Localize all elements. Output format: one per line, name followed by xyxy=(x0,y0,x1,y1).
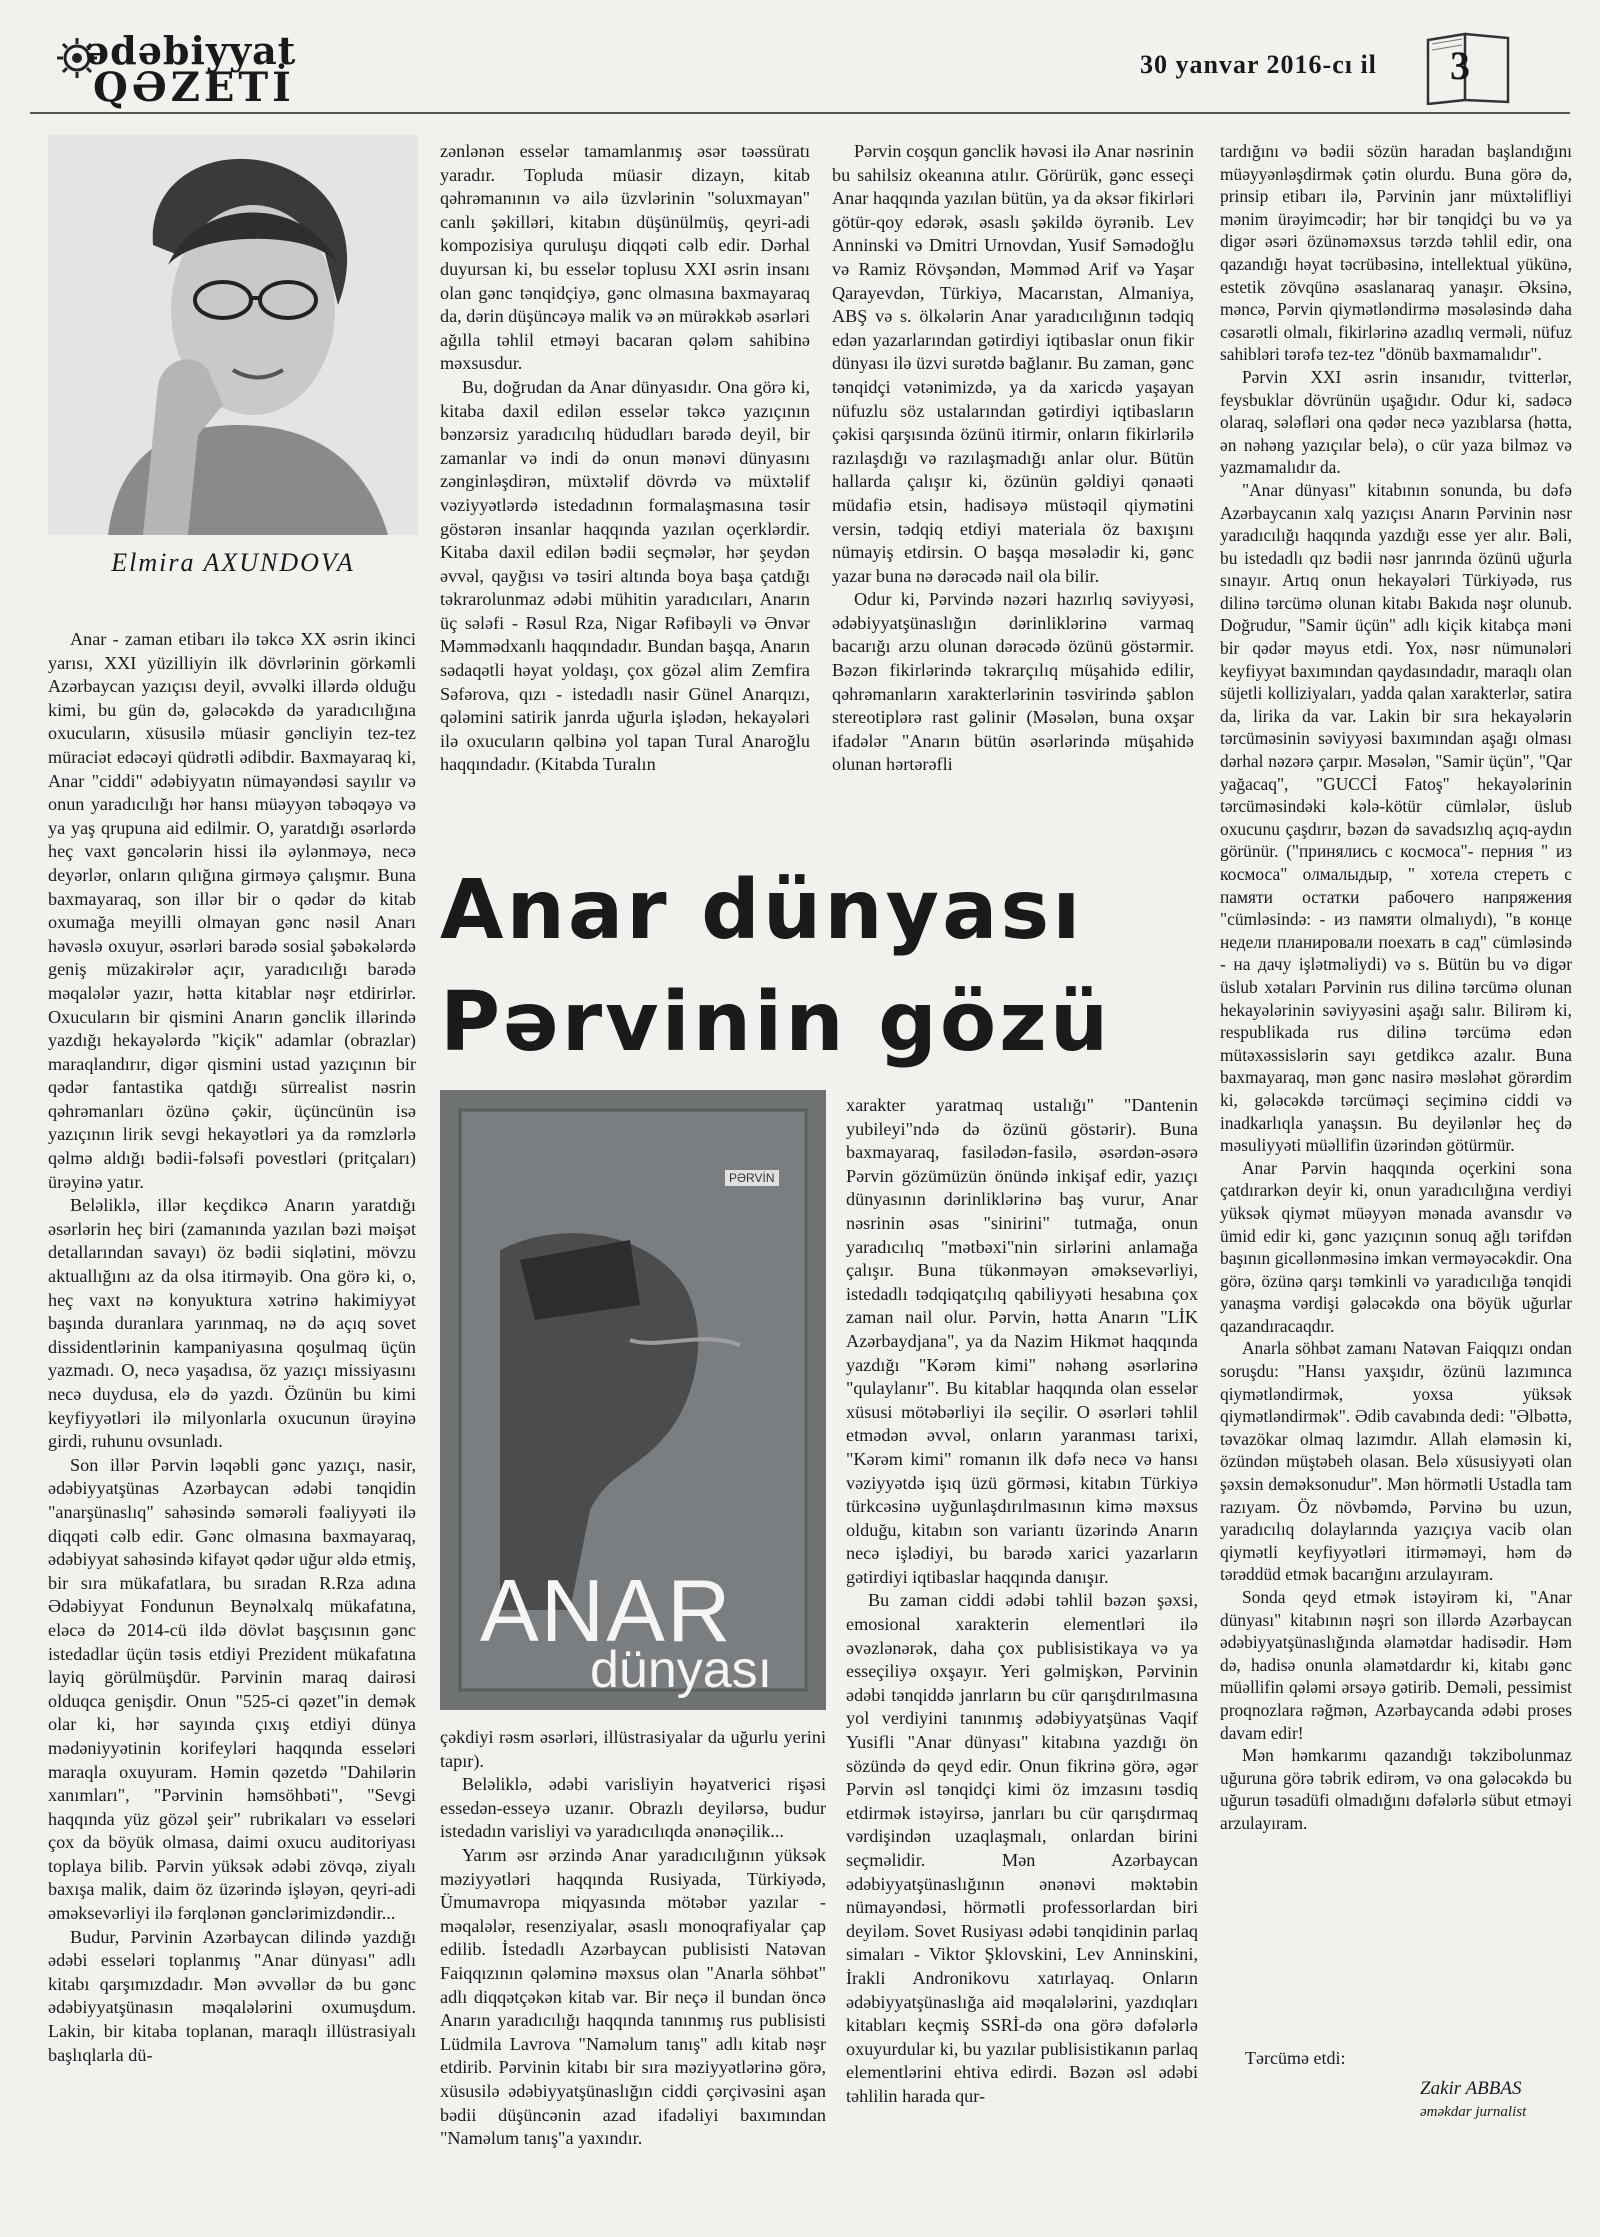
column-2-top xyxy=(440,140,810,777)
logo-top-text: ədəbiyyat xyxy=(85,28,297,73)
book-cover-image xyxy=(440,1090,826,1710)
paragraph: Mən həmkarımı qazandığı təkzibolunmaz uğuruna görə təbrik edirəm, və ona gələcəkdə bu uğurun təsadüfi olmadığını dəfələrlə sübut etməyi arzulayıram. xyxy=(1220,1745,1572,1833)
paragraph: çəkdiyi rəsm əsərləri, illüstrasiyalar da uğurlu yerini tapır). xyxy=(440,1727,826,1771)
paragraph: Pərvin XXI əsrin insanıdır, tvitterlər, feysbuklar dövrünün uşağıdır. Odur ki, sadəcə olaraq, sələfləri ona qədər necə yazıblarsa (hətta, ən nəhəng yazıçılar belə), o cür yaza bilməz və yazmamalıdır da. xyxy=(1220,366,1572,478)
paragraph: xarakter yaratmaq ustalığı" "Dantenin yubileyi"ndə də özünü göstərir). Buna baxmayaraq, fasilədən-fasilə, əsərdən-əsərə Pərvin gözümüzün önündə inkişaf edir, yazıçı dünyasının dərinliklərinə baş vurur, Anar nəsrinin əsas "sinirini" tutmağa, onun yaradıcılıq "mətbəxi"nin sirlərini anlamağa çalışır. Buna tükənməyən əməksevərliyi, istedadlı tədqiqatçılıq qabiliyyəti hesabına çox zaman nail olur. Pərvin, hətta Anarın "LİK Azərbaydjana", ya da Nazim Hikmət haqqında yazdığı "Kərəm kimi" nəhəng əsərlərinə "qulaylanır". Bu kitablar haqqında olan esselər xüsusi mötəbərliyi ilə seçilir. O əsərləri təhlil etmədən əvvəl, onların yaranması tarixi, "Kərəm kimi" romanın ilk dəfə necə və hansı vəziyyətdə işıq üzü görməsi, kitabın Türkiyə türkcəsinə uyğunlaşdırılmasının kimə məxsus olduğu, kitabın son variantı üzərində Anarın necə işlədiyi, bu barədə xarici yazarların gətirdiyi iqtibaslar haqqında danışır. xyxy=(846,1095,1198,1587)
masthead-divider xyxy=(30,112,1570,114)
paragraph: Son illər Pərvin ləqəbli gənc yazıçı, nasir, ədəbiyyatşünas Azərbaycan ədəbi tənqidin "anarşünaslıq" sahəsində səmərəli fəaliyyəti ilə diqqəti cəlb edir. Gənc olmasına baxmayaraq, ədəbiyyat sahəsində kifayət qədər uğur əldə etmiş, bir sıra mükafatlara, bu sıradan R.Rza adına Ədəbiyyat Fondunun Beynəlxalq mükafatına, eləcə də 2014-cü ildə dövlət başçısının gənc istedadlar üçün təsis etdiyi Prezident mükafatına layiq görülmüşdür. Pərvinin maraq dairəsi olduqca genişdir. Onun "525-ci qəzet"in demək olar ki, hər sayında çıxış etdiyi dünya mədəniyyətinin korifeyləri haqqında esseləri maraqla oxuyuram. Həmin qəzetdə "Dahilərin xanımları", "Pərvinin həmsöhbəti", "Sevgi haqqında yüz gözəl şeir" rubrikaları və esseləri çox da böyük olmasa, daimi oxucu auditoriyası toplaya bilib. Pərvin yüksək ədəbi zövqə, ziyalı baxışa malik, daim öz üzərində işləyən, qeyri-adi əməksevərliyi ilə fərqlənən gənclərimizdəndir... xyxy=(48,1454,416,1924)
logo-bottom-text: QƏZETİ xyxy=(93,64,295,111)
author-name: Elmira AXUNDOVA xyxy=(111,548,355,577)
paragraph: Anarla söhbət zamanı Natəvan Faiqqızı ondan soruşdu: "Hansı yaxşıdır, özünü lazımınca qiymətləndirmək, yoxsa yüksək qiymətləndirmək". Ədib cavabında dedi: "Əlbəttə, təvazökar olmaq lazımdır. Allah eləməsin ki, özündən müştəbeh olasan. Belə xüsusiyyəti olan şəxsin deməksonudur". Mən hörmətli Ustadla tam razıyam. Öz növbəmdə, Pərvinə bu uzun, yaradıcılıq dolaylarında yazıçıya vacib olan qiymətli keyfiyyətləri itirməməyi, həm də tərəddüd etmək bacarığını arzulayıram. xyxy=(1220,1338,1572,1585)
author-photo xyxy=(48,135,418,535)
translator-role: əməkdar jurnalist xyxy=(1420,2104,1527,2120)
paragraph: zənlənən esselər tamamlanmış əsər təəssüratı yaradır. Topluda müasir dizayn, kitab qəhrəmanının və ailə üzvlərinin "soluxmayan" canlı şəkilləri, kitabın düşünülmüş, qeyri-adi kompozisiya quruluşu diqqəti cəlb edir. Dərhal duyursan ki, bu esselər toplusu XXI əsrin insanı olan gənc tənqidçiyə, gənc olmasına baxmayaraq da, dərin düşüncəyə malik və ən mürəkkəb əsərləri ağılla təhlil etməyi bacaran qələm sahibinə məxsusdur. xyxy=(440,141,810,374)
page-number-badge xyxy=(1420,30,1515,105)
book-cover-author: PƏRVİN xyxy=(725,1170,779,1186)
translator-name: Zakir ABBAS xyxy=(1420,2078,1522,2099)
paragraph: Odur ki, Pərvində nəzəri hazırlıq səviyyəsi, ədəbiyyatşünaslığın dərinliklərinə varmaq bacarığı arzu olunan dərəcədə özünü göstərmir. Bəzən fikirlərində təkrarçılıq müşahidə edilir, qəhrəmanların xarakterlərinin təsvirində şablon stereotiplərə rast gəlinir (Məsələn, buna oxşar ifadələr "Anarın bütün əsərlərində müşahidə olunan hərtərəfli xyxy=(832,589,1194,775)
paragraph: Bu, doğrudan da Anar dünyasıdır. Ona görə ki, kitaba daxil edilən esselər təkcə yazıçının bənzərsiz yaradıcılıq hüdudları barədə deyil, bir zamanlar və indi də onun mənəvi dünyasını zənginləşdirən, müxtəlif dövrdə və müxtəlif vəziyyətlərdə istedadının formalaşmasına təsir göstərən insanlar haqqında yazılan oçerklərdir. Kitaba daxil edilən bədii seçmələr, hər şeydən əvvəl, qayğısı və təsiri altında boya başa çatdığı təkrarolunmaz ədəbi mühitin yaradıcıları, Anarın üç sələfi - Rəsul Rza, Nigar Rəfibəyli və Ənvər Məmmədxanlı haqqındadır. Bundan başqa, Anarın sədaqətli həyat yoldaşı, çox gözəl alim Zemfira Səfərova, qızı - istedadlı nasir Günel Anarqızı, qələmini satirik janrda uğurla işlədən, hekayələri ilə oxucuların qəlbinə yol tapan Tural Anaroğlu haqqındadır. (Kitabda Turalın xyxy=(440,376,810,775)
paragraph: "Anar dünyası" kitabının sonunda, bu dəfə Azərbaycanın xalq yazıçısı Anarın Pərvinin nəsr yaradıcılığı haqqında yazdığı esse yer alır. Bəli, bu istedadlı qız bədii nəsr janrında özünü uğurla sınayır. Artıq onun hekayələri Türkiyədə, rus dilinə tərcümə olunan kitabı Bakıda nəşr olunub. Doğrudur, "Samir üçün" adlı kiçik kitabça məni bir qədər məyus etdi. Yox, nəsr nümunələri keyfiyyət baxımından qaydasındadır, maraqlı olan süjetli kolliziyaları, yadda qalan xarakterlər, satira da, lirika da var. Lakin bir sıra hekayələrin tərcüməsinin səviyyəsi baxımından aşağı olması dərhal nəzərə çarpır. Məsələn, "Samir üçün", "Qar yağacaq", "GUCCİ Fatoş" hekayələrinin tərcüməsindəki kələ-kötür cümlələr, üslub oxucunu çaşdırır, bəzən də savadsızlıq açıq-aydın görünür. ("принялись с космоса"- перния " из космоса" олмалыдыр, " хотела стереть с памяти остатки рабочего напряжения "cümləsində: - из памяти olmalıydı), "в конце недели планировали поехать в сад" cümləsində - на дачу işlətməliydi) və s. Bütün bu və digər üslub xətaları Pərvinin rus dilinə tərcümə olunan hekayələrinin səviyyəsini aşağı salır. Bilirəm ki, respublikada rus dilinə tərcümə edən mütəxəssislərin sayı getdikcə azalır. Buna baxmayaraq, mən gənc nasirə məsləhət görərdim ki, gələcəkdə tərcüməçi seçiminə ciddi və inadkarlıqla yanaşsın. Bu deyilənlər heç də məsuliyyəti müəllifin üzərindən götürmür. xyxy=(1220,479,1572,1156)
translated-by-label: Tərcümə etdi: xyxy=(1245,2048,1346,2068)
paragraph: tardığını və bədii sözün haradan başlandığını müəyyənləşdirmək çətin olurdu. Buna görə də, prinsip etibarı ilə, Pərvinin janr müxtəlifliyi mənim ürəyimcədir; hər bir tənqidçi bu və ya digər əsəri özünəməxsus tərzdə təhlil edir, ona qazandığı həyat təcrübəsinə, intellektual yükünə, estetik zövqünə əsaslanaraq yanaşır. Əksinə, məncə, Pərvin qiymətləndirmə məsələsində daha cəsarətli olmalı, fikirlərinə azadlıq verməli, nüfuz sahibləri tərəfə tez-tez "dönüb baxmamalıdır". xyxy=(1220,141,1572,365)
paragraph: Beləliklə, ədəbi varisliyin həyatverici rişəsi essedən-esseyə uzanır. Obrazlı deyilərsə, budur istedadın varisliyi və yaradıcılıqda ənənəçilik... xyxy=(440,1774,826,1842)
page-number: 3 xyxy=(1450,43,1470,88)
column-3-top xyxy=(832,140,1194,777)
paragraph: Anar - zaman etibarı ilə təkcə XX əsrin ikinci yarısı, XXI yüzilliyin ilk dövrlərinin görkəmli Azərbaycan yazıçısı deyil, əvvəlki illərdə olduğu kimi, bu gün də, gələcəkdə də yaradıcılığına oxucuların, xüsusilə müasir gəncliyin tez-tez müraciət edəcəyi qüdrətli ədibdir. Baxmayaraq ki, Anar "ciddi" ədəbiyyatın nümayəndəsi sayılır və onun yaradıcılığı hər hansı müəyyən təbəqəyə və ya yaş qrupuna aid edilmir. O, yaratdığı əsərlərdə heç vaxt gəncələrin hissi ilə əylənməyə, necə deyərlər, onların qılığına girməyə çalışmır. Buna baxmayaraq, son illər bir o qədər də kitab oxumağa meyilli olmayan gənc nəsil Anarı həvəslə oxuyur, əsərləri barədə sosial şəbəkələrdə geniş müzakirələr açır, yaradıcılığı barədə məqalələr yazır, hətta kitablar nəşr etdirirlər. Oxucuların bir qismini Anarın gənclik illərində yazdığı hekayələrdə "kiçik" adamlar (obrazlar) maraqlandırır, digər qismini ustad yazıçının bir qədər fantastika qatdığı sürrealist nəsrin qəhrəmanları özünə çəkir, üçüncünün isə yazıçının lirik sevgi hekayətləri ya da rəmzlərlə qəlmə aldığı bədii-fəlsəfi povestləri (pritçaları) ürəyinə yatır. xyxy=(48,629,416,1192)
paragraph: Yarım əsr ərzində Anar yaradıcılığının yüksək məziyyətləri haqqında Rusiyada, Türkiyədə, Ümumavropa miqyasında mötəbər yazılar - məqalələr, resenziyalar, əsaslı monoqrafiyalar çap edilib. İstedadlı Azərbaycan publisisti Natəvan Faiqqızının qələminə məxsus olan "Anarla söhbət" adlı diqqətçəkən kitab var. Bir neçə il bundan öncə Anarın yaradıcılığı haqqında tanınmış rus publisisti Lüdmila Lavrova "Naməlum tanış" adlı kitab nəşr etdirib. Pərvinin kitabı bir sıra məziyyətlərinə görə, xüsusilə ədəbiyyatşünaslığın ciddi çərçivəsini aşan bədii düşüncənin azad ifadəliyi baxımından "Naməlum tanış"a yaxındır. xyxy=(440,1844,826,2149)
column-2-bottom xyxy=(440,1726,826,2151)
paragraph: Pərvin coşqun gənclik həvəsi ilə Anar nəsrinin bu sahilsiz okeanına atılır. Görürük, gənc esseçi Anar haqqında yazılan bütün, ya da əksər fikirləri götür-qoy edərək, əsaslı şəkildə öyrənib. Lev Anninski və Dmitri Urnovdan, Yusif Səmədoğlu və Ramiz Rövşəndən, Məmməd Arif və Yaşar Qarayevdən, Türkiyə, Macarıstan, Almaniya, ABŞ və s. ölkələrin Anar yaradıcılığının tədqiq edən yazarlarından gətirdiyi iqtibaslar onun fikir dünyası ilə üzvi surətdə bağlanır. Bu zaman, gənc tənqidçi vətənimizdə, ya da xaricdə yaşayan nüfuzlu söz ustalarından gətirdiyi iqtibasların çəkisi qarşısında özünü itirmir, onların fikirlərilə razılaşdığı və razılaşmadığı anlar olur. Bütün hallarda çalışır ki, özünün gəldiyi qənaəti müdafiə etsin, hadisəyə müstəqil qiymətini versin, tədqiq etdiyi materiala öz baxışını nümayiş etdirsin. O başqa məsələdir ki, gənc yazar buna nə dərəcədə nail ola bilir. xyxy=(832,141,1194,586)
headline-line-1: Anar dünyası xyxy=(440,863,1084,958)
issue-date: 30 yanvar 2016-cı il xyxy=(1140,50,1377,79)
paragraph: Bu zaman ciddi ədəbi təhlil bəzən şəxsi, emosional xarakterin elementləri ilə əvəzlənərək, daha çox publisistikaya və ya esseçiliyə oxşayır. Yeri gəlmişkən, Pərvinin ədəbi tənqiddə janrların bu cür qarışdırılmasına yol verdiyini tanınmış ədəbiyyatşünas Vaqif Yusifli "Anar dünyası" kitabına yazdığı ön sözündə də qeyd edir. Onun fikrinə görə, əgər Pərvin əsl tənqidçi kimi öz imzasını təsdiq etdirmək istəyirsə, janrları bu cür qarışdırmaq vərdişindən uzaqlaşmalı, onlardan birini seçməlidir. Mən Azərbaycan ədəbiyyatşünaslığının ənənəvi məktəbin nümayəndəsi, hörmətli professorlardan biri deyiləm. Sovet Rusiyası ədəbi tənqidinin parlaq simaları - Viktor Şklovskini, Lev Anninskini, İrakli Andronikovu xatırlayaq. Onların ədəbiyyatşünaslığa aid məqalələrini, yazdıqları kitabları keçmiş SSRİ-də ona görə dəfələrlə oxuyurdular ki, bu yazılar publisistikanın parlaq elementlərini ehtiva edirdi. Bəzən əsl ədəbi təhlilin harada qur- xyxy=(846,1590,1198,2106)
paragraph: Budur, Pərvinin Azərbaycan dilində yazdığı ədəbi esseləri toplanmış "Anar dünyası" adlı kitabı qarşımızdadır. Mən əvvəllər də bu gənc ədəbiyyatşünasın məqalələrini oxumuşdum. Lakin, bir kitaba toplanan, maraqlı illüstrasiyalı başlıqlarla dü- xyxy=(48,1926,416,2065)
column-1 xyxy=(48,628,416,2067)
book-cover-title: ANAR xyxy=(480,1561,733,1660)
column-4 xyxy=(1220,140,1572,1835)
headline-line-2: Pərvinin gözü xyxy=(440,975,1112,1070)
book-cover-subtitle: dünyası xyxy=(590,1641,773,1699)
paragraph: Anar Pərvin haqqında oçerkini sona çatdırarkən deyir ki, onun yaradıcılığına verdiyi yüksək qiymət müəyyən mənada avansdır və ümid edir ki, gənc yazıçının sonuq ağlı tərifdən başının gicəllənməsinə imkan verməyəcəkdir. Ona görə, özünə qarşı təmkinli və yaradıcılığa tənqidi yanaşma vərdişi gələcəkdə ona böyük uğurlar qazandıracaqdır. xyxy=(1220,1157,1572,1336)
column-3-bottom xyxy=(846,1094,1198,2109)
newspaper-logo xyxy=(55,28,315,111)
paragraph: Beləliklə, illər keçdikcə Anarın yaratdığı əsərlərin heç biri (zamanında yazılan bəzi məişət detallarından savayı) öz bədii siqlətini, mövzu aktuallığını az da olsa itirməyib. Ona görə ki, o, heç vaxt nə konyuktura xətrinə hakimiyyət başında duranlara yarınmaq, nə də açıq sovet dissidentlərinin kampaniyasına qoşulmaq üçün yazmadı. O, necə yaşadısa, öz yazıçı missiyasını necə duydusa, elə də yazdı. Özünün bu kimi keyfiyyətləri ilə milyonlarla oxucunun ürəyinə girdi, ruhunu ovsunladı. xyxy=(48,1195,416,1452)
paragraph: Sonda qeyd etmək istəyirəm ki, "Anar dünyası" kitabının nəşri son illərdə Azərbaycan ədəbiyyatşünaslığında əlamətdar hadisədir. Həm də, hadisə onunla əlamətdardır ki, kitabı gənc müəllifin qələmi ərsəyə gətirib. Deməli, pessimist proqnozlara rəğmən, Azərbaycanda ədəbi proses davam edir! xyxy=(1220,1587,1572,1743)
